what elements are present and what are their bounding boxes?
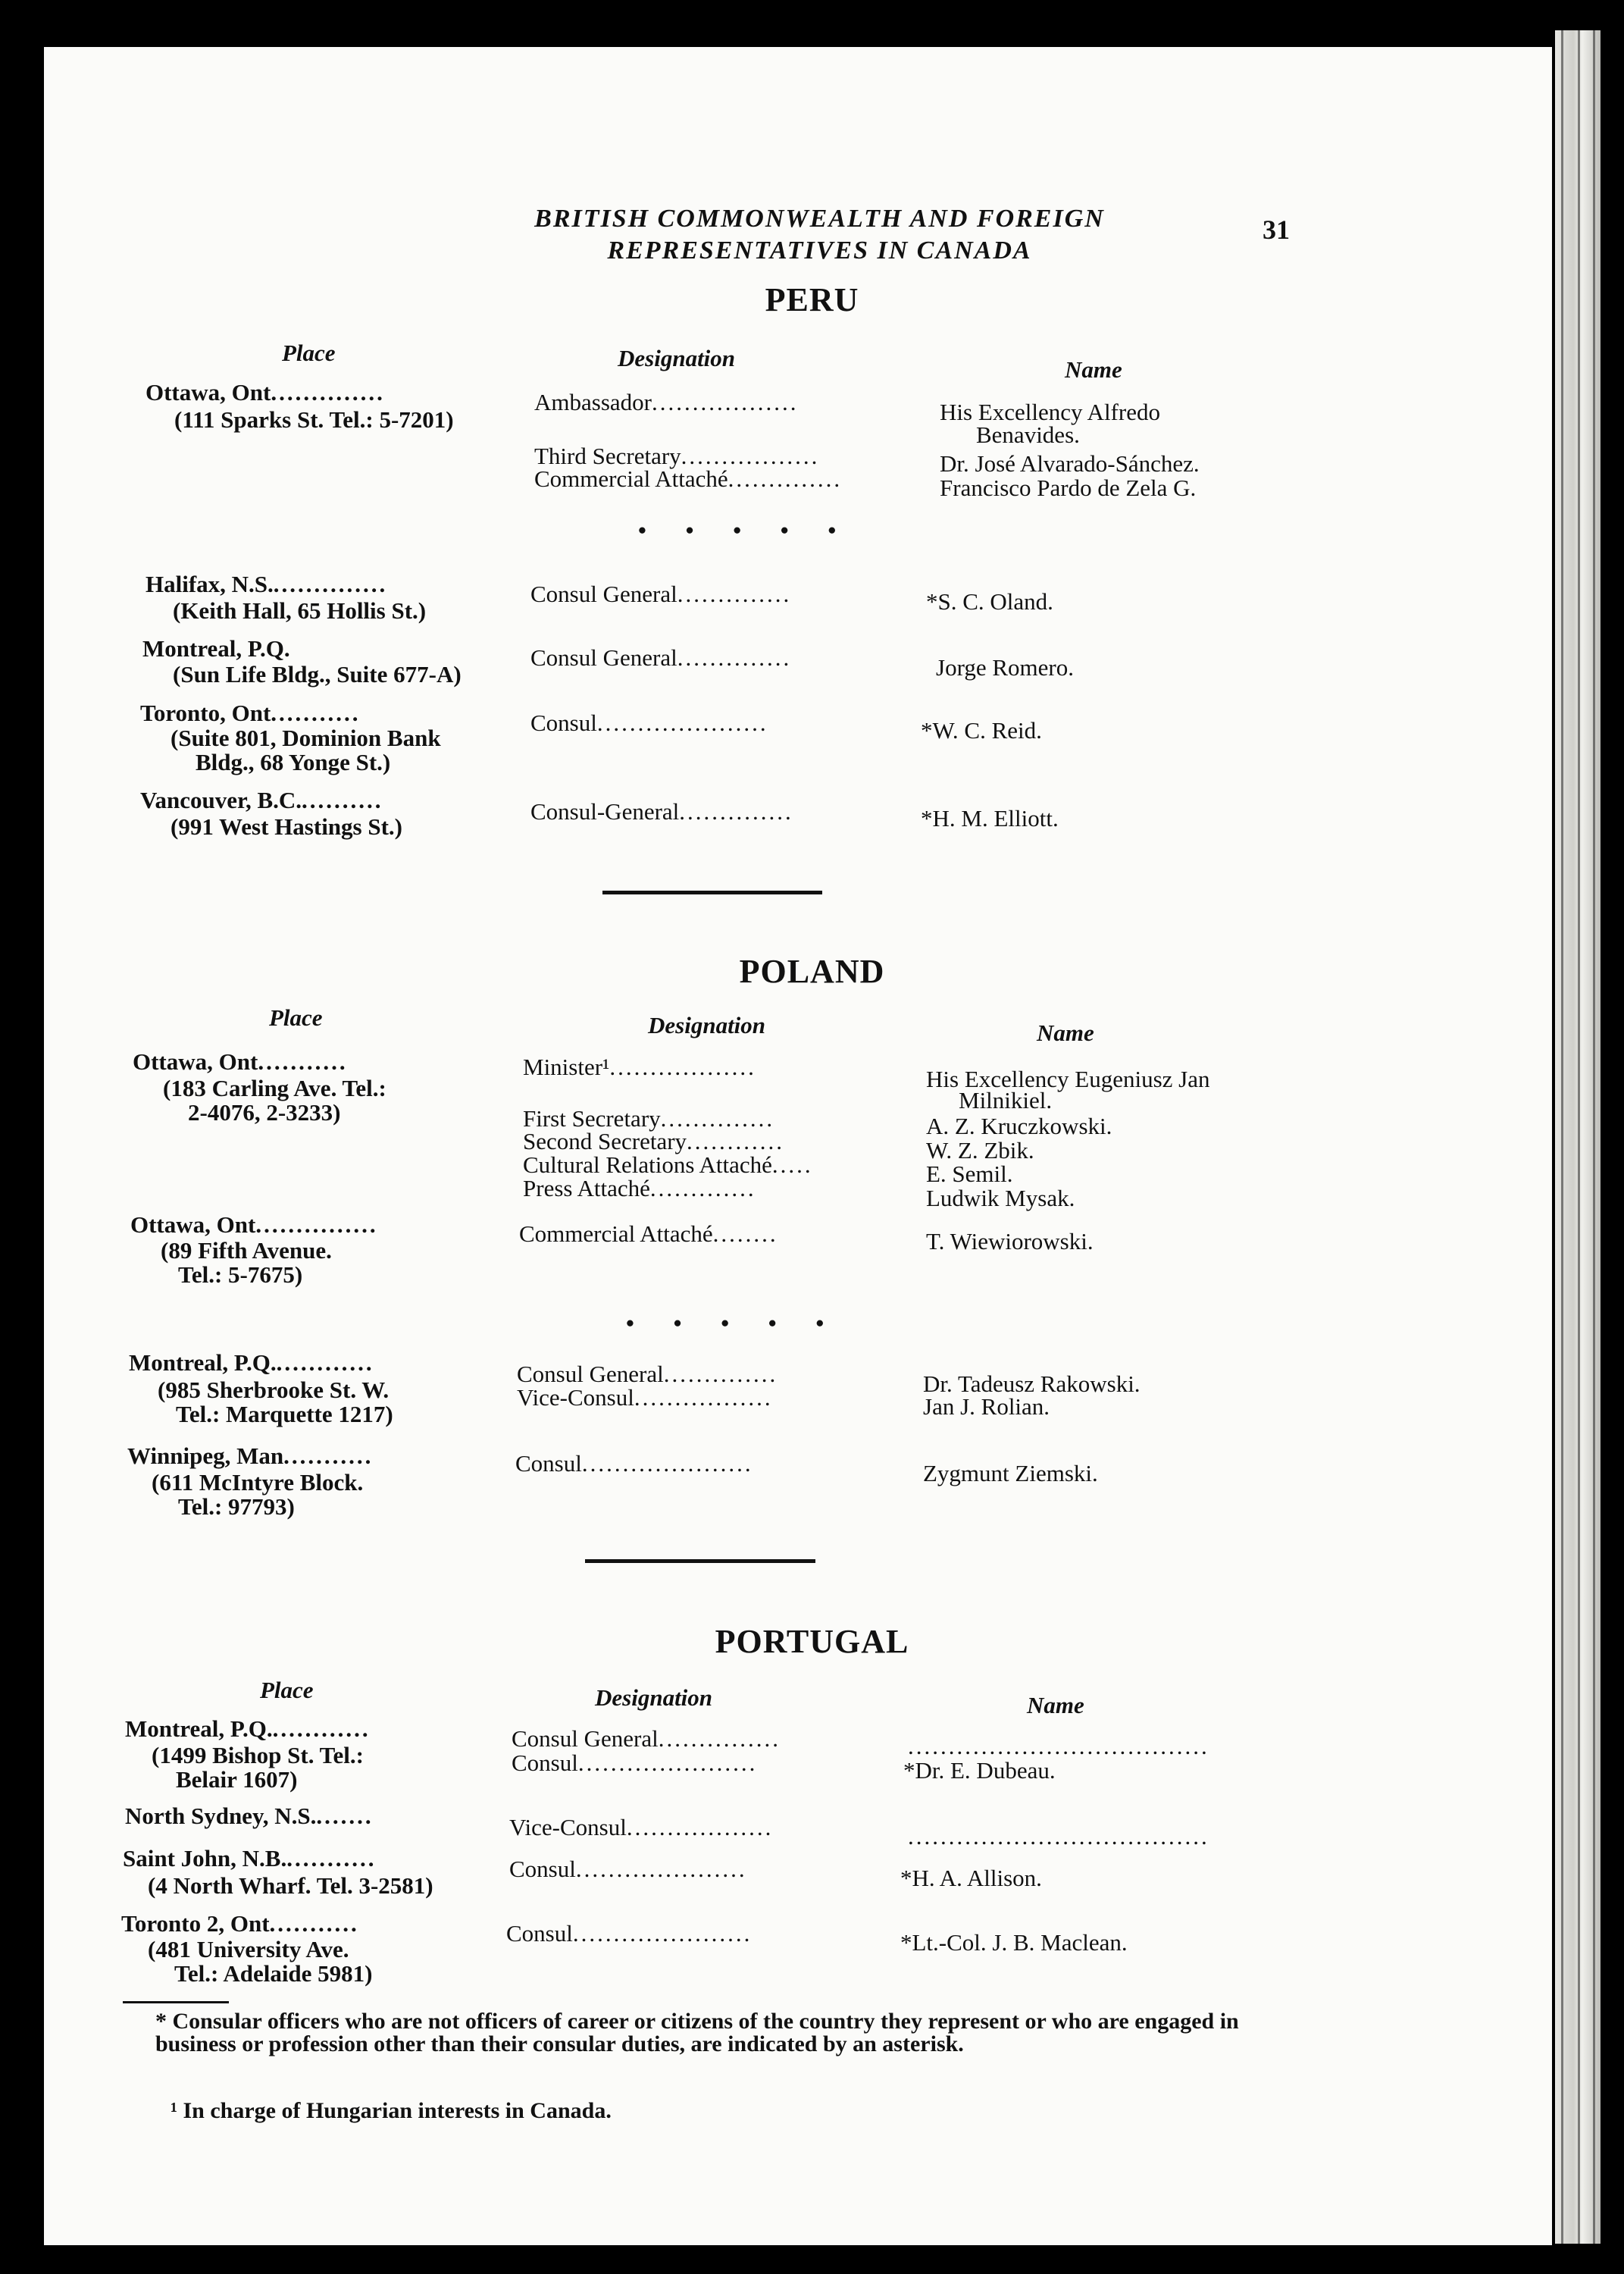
name: His Excellency Eugeniusz Jan bbox=[926, 1066, 1210, 1092]
name: Dr. Tadeusz Rakowski. bbox=[923, 1370, 1141, 1397]
designation: Vice-Consul.................. bbox=[509, 1814, 774, 1840]
name: W. Z. Zbik. bbox=[926, 1137, 1034, 1164]
column-header-name: Name bbox=[1027, 1692, 1084, 1718]
place-north-sydney: North Sydney, N.S........ bbox=[125, 1803, 374, 1829]
name-continued: Benavides. bbox=[976, 421, 1080, 448]
place-toronto: Toronto, Ont........... bbox=[140, 700, 361, 726]
name: Dr. José Alvarado-Sánchez. bbox=[940, 450, 1200, 477]
designation: Consul..................... bbox=[530, 709, 768, 736]
address: (4 North Wharf. Tel. 3-2581) bbox=[148, 1872, 433, 1899]
place-ottawa: Ottawa, Ont........... bbox=[133, 1048, 348, 1075]
name: Francisco Pardo de Zela G. bbox=[940, 475, 1197, 501]
address-continued: Belair 1607) bbox=[176, 1766, 298, 1793]
name: *H. A. Allison. bbox=[900, 1865, 1042, 1891]
address: (Suite 801, Dominion Bank bbox=[171, 725, 441, 751]
designation: Third Secretary................. bbox=[534, 443, 820, 469]
designation: Ambassador.................. bbox=[534, 389, 799, 415]
column-header-name: Name bbox=[1037, 1020, 1094, 1046]
address-continued: Tel.: 5-7675) bbox=[178, 1261, 303, 1288]
section-title-poland: POLAND bbox=[739, 953, 885, 990]
address-continued: Tel.: 97793) bbox=[178, 1493, 295, 1520]
address: (991 West Hastings St.) bbox=[171, 813, 403, 840]
address-continued: Tel.: Marquette 1217) bbox=[176, 1401, 393, 1427]
name: His Excellency Alfredo bbox=[940, 399, 1160, 425]
address: (Keith Hall, 65 Hollis St.) bbox=[173, 597, 427, 624]
place-montreal: Montreal, P.Q. bbox=[142, 635, 290, 662]
column-header-designation: Designation bbox=[618, 345, 736, 371]
name: *Dr. E. Dubeau. bbox=[903, 1757, 1056, 1784]
name: *H. M. Elliott. bbox=[921, 805, 1059, 832]
address: (481 University Ave. bbox=[148, 1936, 349, 1962]
section-divider bbox=[585, 1559, 815, 1563]
address: (89 Fifth Avenue. bbox=[161, 1237, 332, 1264]
page-number: 31 bbox=[1263, 215, 1290, 245]
section-separator-dots: • • • • • bbox=[626, 1310, 841, 1336]
page-header bbox=[0, 203, 1624, 267]
column-header-designation: Designation bbox=[595, 1684, 713, 1711]
address-continued: Bldg., 68 Yonge St.) bbox=[196, 749, 391, 775]
place-saint-john: Saint John, N.B............ bbox=[123, 1845, 377, 1872]
column-header-name: Name bbox=[1065, 356, 1122, 383]
designation: Vice-Consul................. bbox=[517, 1384, 773, 1411]
name: A. Z. Kruczkowski. bbox=[926, 1113, 1112, 1139]
name-blank-leader: ..................................... bbox=[908, 1733, 1209, 1759]
header-title-line2: REPRESENTATIVES IN CANADA bbox=[607, 236, 1032, 265]
name: Zygmunt Ziemski. bbox=[923, 1460, 1098, 1486]
footnote-1: ¹ In charge of Hungarian interests in Canada. bbox=[171, 2098, 612, 2123]
name: *Lt.-Col. J. B. Maclean. bbox=[900, 1929, 1128, 1956]
name: Jorge Romero. bbox=[936, 654, 1074, 681]
section-title-peru: PERU bbox=[765, 281, 859, 318]
name-continued: Milnikiel. bbox=[959, 1087, 1053, 1114]
column-header-place: Place bbox=[282, 340, 336, 366]
place-montreal: Montreal, P.Q............. bbox=[125, 1715, 371, 1742]
address: (1499 Bishop St. Tel.: bbox=[152, 1742, 364, 1768]
designation: Consul...................... bbox=[506, 1920, 753, 1947]
name-blank-leader: ..................................... bbox=[908, 1823, 1209, 1850]
place-toronto: Toronto 2, Ont........... bbox=[121, 1910, 359, 1937]
place-ottawa: Ottawa, Ont.............. bbox=[146, 379, 385, 406]
place-montreal: Montreal, P.Q............. bbox=[129, 1349, 374, 1376]
name: Jan J. Rolian. bbox=[923, 1393, 1050, 1420]
name: *W. C. Reid. bbox=[921, 717, 1042, 744]
designation: Consul...................... bbox=[512, 1749, 758, 1776]
address: (183 Carling Ave. Tel.: bbox=[163, 1075, 386, 1101]
header-title-line1: BRITISH COMMONWEALTH AND FOREIGN bbox=[534, 205, 1105, 233]
place-vancouver: Vancouver, B.C........... bbox=[140, 787, 383, 813]
designation: Commercial Attaché.............. bbox=[534, 465, 843, 492]
name: E. Semil. bbox=[926, 1160, 1013, 1187]
address-continued: Tel.: Adelaide 5981) bbox=[174, 1960, 373, 1987]
place-winnipeg: Winnipeg, Man........... bbox=[127, 1442, 374, 1469]
designation: Consul-General.............. bbox=[530, 798, 793, 825]
column-header-designation: Designation bbox=[648, 1012, 766, 1038]
name: T. Wiewiorowski. bbox=[926, 1228, 1094, 1254]
section-separator-dots: • • • • • bbox=[638, 517, 853, 543]
address: (111 Sparks St. Tel.: 5-7201) bbox=[174, 406, 454, 433]
designation: Consul..................... bbox=[515, 1450, 753, 1477]
address: (985 Sherbrooke St. W. bbox=[158, 1377, 390, 1403]
section-title-portugal: PORTUGAL bbox=[715, 1623, 909, 1660]
designation: Commercial Attaché........ bbox=[519, 1220, 778, 1247]
address-continued: 2-4076, 2-3233) bbox=[188, 1099, 341, 1126]
designation: Consul General.............. bbox=[530, 581, 792, 607]
designation: Minister¹.................. bbox=[523, 1054, 756, 1080]
address: (Sun Life Bldg., Suite 677-A) bbox=[173, 661, 462, 688]
designation: Consul General.............. bbox=[530, 644, 792, 671]
name: *S. C. Oland. bbox=[926, 588, 1053, 615]
section-divider bbox=[602, 891, 822, 894]
designation: Second Secretary............ bbox=[523, 1128, 785, 1154]
book-spine-edge bbox=[1555, 30, 1601, 2244]
footnote-asterisk: * Consular officers who are not officers of career or citizens of the country they represent or who are engaged in business or profession other than their consular duties, are indicated by an asterisk. bbox=[155, 2009, 1239, 2056]
name: Ludwik Mysak. bbox=[926, 1185, 1075, 1211]
designation: Press Attaché............. bbox=[523, 1175, 756, 1201]
column-header-place: Place bbox=[260, 1677, 314, 1703]
footnote-rule bbox=[123, 2001, 229, 2003]
designation: Consul General.............. bbox=[517, 1361, 778, 1387]
place-ottawa: Ottawa, Ont............... bbox=[130, 1211, 378, 1238]
designation: Cultural Relations Attaché..... bbox=[523, 1151, 813, 1178]
column-header-place: Place bbox=[269, 1004, 323, 1031]
designation: First Secretary.............. bbox=[523, 1105, 775, 1132]
designation: Consul..................... bbox=[509, 1856, 747, 1882]
designation: Consul General............... bbox=[512, 1725, 781, 1752]
address: (611 McIntyre Block. bbox=[152, 1469, 364, 1496]
place-halifax: Halifax, N.S............... bbox=[146, 571, 388, 597]
